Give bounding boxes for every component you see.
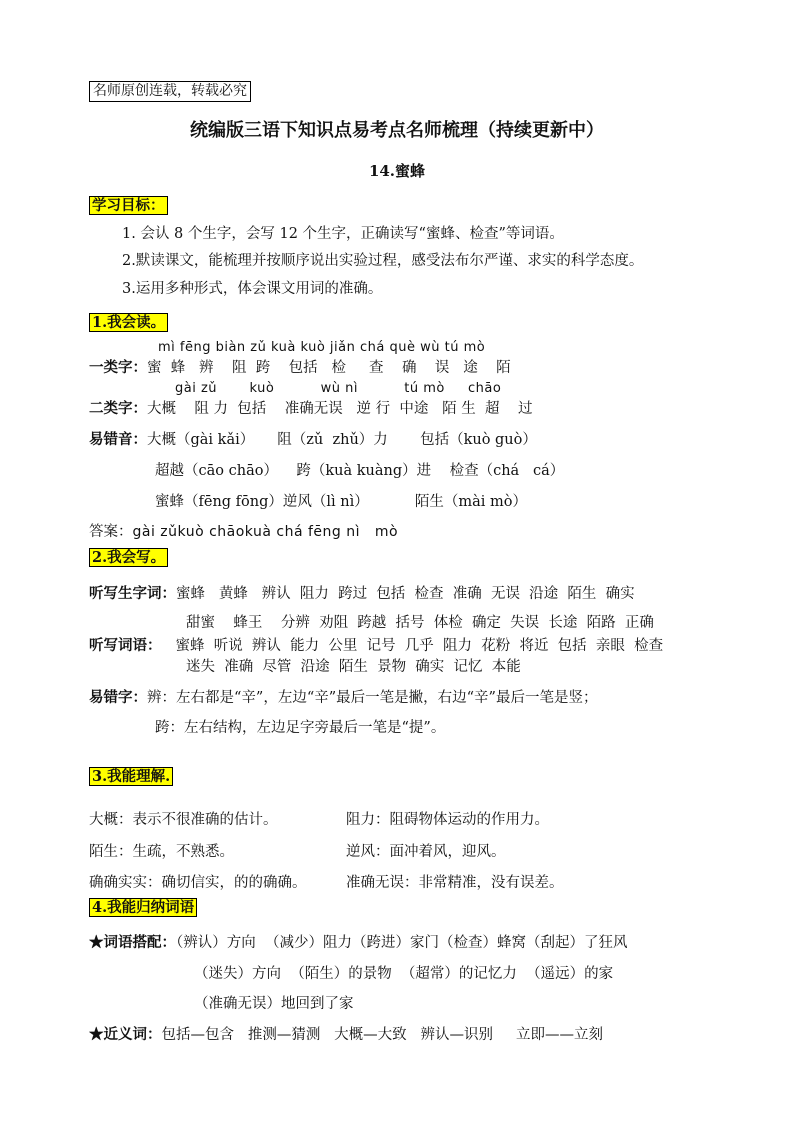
mistake-label: 易错字： — [89, 689, 147, 706]
words-line: 蜜蜂 听说 辨认 能力 公里 记号 几乎 阻力 花粉 将近 包括 亲眼 检查 — [175, 638, 664, 654]
collocation-line: （辨认）方向 （减少）阻力（跨进）家门（检查）蜂窝（刮起）了狂风 — [176, 935, 628, 951]
class2-label: 二类字： — [89, 400, 147, 417]
lesson-title: 14.蜜蜂 — [368, 162, 426, 180]
class1-row — [89, 356, 511, 377]
class1-pinyin: mì fēng biàn zǔ kuà kuò jiǎn chá què wù tú mò — [158, 340, 486, 355]
class2-pinyin: gài zǔ kuò wù nì tú mò chāo — [175, 381, 502, 396]
read-label: 1.我会读。 — [89, 313, 168, 332]
summary-label: 4.我能归纳词语 — [89, 898, 197, 917]
write-label: 2.我会写。 — [89, 548, 168, 567]
mistake-line2: 跨：左右结构，左边足字旁最后一笔是“提”。 — [155, 720, 446, 736]
objective-item: 1. 会认 8 个生字，会写 12 个生字，正确读写“蜜蜂、检查”等词语。 — [122, 226, 564, 242]
dictation-label: 听写生字词： — [89, 585, 176, 602]
write-heading — [89, 549, 168, 567]
objectives-heading — [89, 197, 168, 215]
words-row — [89, 634, 663, 655]
mistake-line: 辨：左右都是“辛”，左边“辛”最后一笔是撇，右边“辛”最后一笔是竖； — [147, 690, 598, 706]
objective-item: 2.默读课文，能梳理并按顺序说出实验过程，感受法布尔严谨、求实的科学态度。 — [122, 253, 644, 269]
mistake-row — [89, 686, 597, 707]
summary-heading — [89, 899, 197, 917]
understand-heading — [89, 768, 173, 786]
copyright-stamp: 名师原创连载，转载必究 — [89, 81, 251, 102]
synonym-row — [89, 1023, 603, 1044]
definition-left: 确确实实：确切信实，的的确确。 — [89, 875, 307, 891]
class1-label: 一类字： — [89, 359, 147, 376]
words-line2: 迷失 准确 尽管 沿途 陌生 景物 确实 记忆 本能 — [186, 659, 521, 675]
class2-row — [89, 397, 532, 418]
collocation-row — [89, 931, 627, 952]
dictation-row — [89, 582, 635, 603]
collocation-line: （迷失）方向 （陌生）的景物 （超常）的记忆力 （遥远）的家 — [194, 966, 614, 982]
class1-chars: 蜜 蜂 辨 阻 跨 包括 检 查 确 误 途 陌 — [147, 360, 511, 376]
definition-right: 逆风：面冲着风，迎风。 — [346, 844, 506, 860]
answer-text: gài zǔkuò chāokuà chá fēng nì mò — [132, 524, 399, 540]
dictation-words: 蜜蜂 黄蜂 辨认 阻力 跨过 包括 检查 准确 无误 沿途 陌生 确实 — [176, 586, 635, 602]
collocation-label: ★词语搭配： — [89, 934, 176, 951]
error-line: 蜜蜂（fēng fōng）逆风（lì nì） 陌生（mài mò） — [155, 494, 527, 510]
objective-item: 3.运用多种形式，体会课文用词的准确。 — [122, 281, 383, 297]
dictation-words-line2: 甜蜜 蜂王 分辨 劝阻 跨越 括号 体检 确定 失误 长途 陌路 正确 — [186, 615, 654, 631]
synonym-label: ★近义词： — [89, 1026, 162, 1043]
words-label: 听写词语： — [89, 637, 162, 654]
objectives-label: 学习目标： — [89, 196, 168, 215]
answer-label: 答案： — [89, 524, 133, 540]
error-row — [89, 428, 537, 449]
definition-right: 阻力：阻碍物体运动的作用力。 — [346, 812, 549, 828]
error-line: 大概（gài kǎi） 阻（zǔ zhǔ）力 包括（kuò guò） — [147, 432, 537, 448]
understand-label: 3.我能理解. — [89, 767, 173, 786]
class2-chars: 大概 阻 力 包括 准确无误 逆 行 中途 陌 生 超 过 — [147, 401, 533, 417]
collocation-line: （准确无误）地回到了家 — [194, 996, 354, 1012]
definition-left: 大概：表示不很准确的估计。 — [89, 812, 278, 828]
error-label: 易错音： — [89, 431, 147, 448]
definition-left: 陌生：生疏，不熟悉。 — [89, 844, 234, 860]
error-line: 超越（cāo chāo） 跨（kuà kuàng）进 检查（chá cá） — [155, 463, 565, 479]
definition-right: 准确无误：非常精准，没有误差。 — [346, 875, 564, 891]
read-heading — [89, 314, 168, 332]
page-title: 统编版三语下知识点易考点名师梳理（持续更新中） — [190, 120, 604, 141]
answer-row — [89, 520, 398, 541]
synonym-line: 包括—包含 推测—猜测 大概—大致 辨认—识别 立即——立刻 — [161, 1027, 604, 1043]
